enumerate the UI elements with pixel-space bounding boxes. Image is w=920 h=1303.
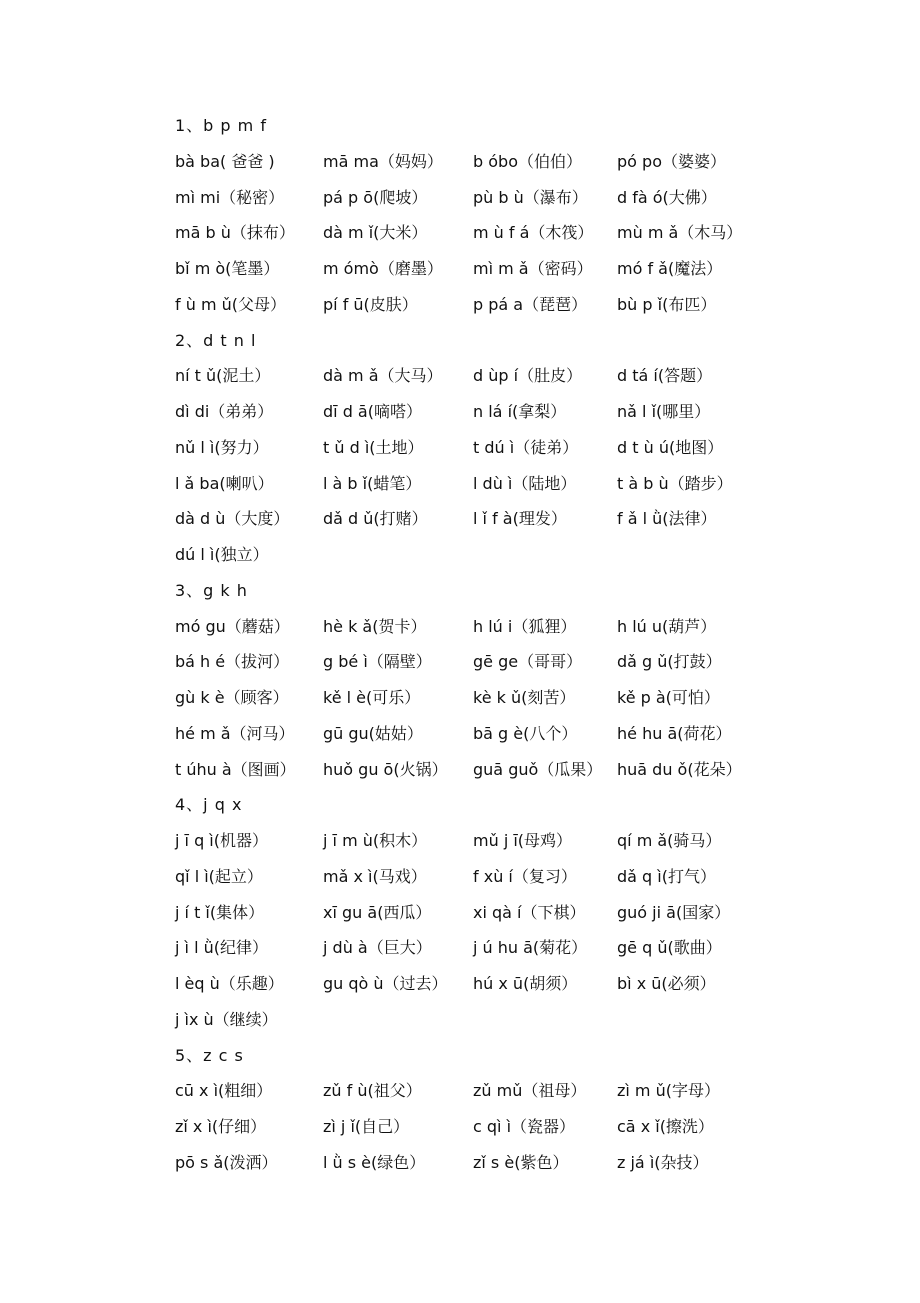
pinyin-word: nǔ l ì(努力） <box>175 437 269 457</box>
pinyin-word: l ǎ ba(喇叭） <box>175 473 274 493</box>
pinyin-word: dà m ǐ(大米） <box>323 223 428 243</box>
word-row <box>175 716 815 752</box>
section-heading: 4、j q x <box>175 795 243 815</box>
pinyin-word: gù k è（顾客） <box>175 688 289 707</box>
pinyin-word: hé hu ā(荷花） <box>617 723 732 743</box>
pinyin-word: dǎ g ǔ(打鼓） <box>617 652 722 672</box>
word-row <box>175 358 815 394</box>
pinyin-word: d t ù ú(地图） <box>617 437 724 457</box>
pinyin-word: zǐ x ì(仔细） <box>175 1117 267 1136</box>
pinyin-word: dà d ù（大度） <box>175 509 290 529</box>
pinyin-word: dì di（弟弟） <box>175 402 274 421</box>
word-row <box>175 537 815 573</box>
pinyin-word: hú x ū(胡须） <box>473 974 578 993</box>
pinyin-word: p pá a（琵琶） <box>473 294 588 314</box>
pinyin-word: ní t ǔ(泥土） <box>175 366 271 386</box>
pinyin-word: gū gu(姑姑） <box>323 723 423 743</box>
pinyin-word: b óbo（伯伯） <box>473 151 582 171</box>
pinyin-word: zǐ s è(紫色） <box>473 1152 569 1172</box>
pinyin-word: zǔ f ù(祖父） <box>323 1081 422 1101</box>
pinyin-word: nǎ l ǐ(哪里） <box>617 402 711 421</box>
pinyin-word: j ì l ǜ(纪律） <box>175 938 268 958</box>
pinyin-word: kě l è(可乐） <box>323 688 421 707</box>
word-row <box>175 1145 815 1181</box>
word-row <box>175 1109 815 1145</box>
pinyin-word: guā guǒ（瓜果） <box>473 759 603 779</box>
pinyin-word: mù m ǎ（木马） <box>617 223 743 243</box>
pinyin-word: mā ma（妈妈） <box>323 151 443 171</box>
pinyin-word: xi qà í（下棋） <box>473 902 586 922</box>
pinyin-word: mǎ x ì(马戏） <box>323 866 427 886</box>
word-row <box>175 180 815 216</box>
pinyin-word: cā x ǐ(擦洗） <box>617 1117 714 1136</box>
pinyin-word: kě p à(可怕） <box>617 688 720 707</box>
pinyin-word: bù p ǐ(布匹） <box>617 294 717 314</box>
word-row <box>175 644 815 680</box>
pinyin-word: huǒ gu ō(火锅） <box>323 759 448 779</box>
word-row <box>175 859 815 895</box>
pinyin-word: j ī q ì(机器） <box>175 831 268 850</box>
pinyin-word: t ǔ d ì(土地） <box>323 437 424 457</box>
pinyin-word: d ùp í（肚皮） <box>473 366 583 386</box>
pinyin-word: n lá í(拿梨） <box>473 402 567 421</box>
pinyin-word: j dù à（巨大） <box>323 938 432 958</box>
pinyin-word: guó ji ā(国家） <box>617 902 731 922</box>
section-heading: 3、g k h <box>175 580 248 600</box>
word-row <box>175 501 815 537</box>
pinyin-word: mó gu（蘑菇） <box>175 616 290 636</box>
pinyin-word: gē q ǔ(歌曲） <box>617 938 722 958</box>
pinyin-word: zì j ǐ(自己） <box>323 1117 410 1136</box>
pinyin-word: h lú u(葫芦） <box>617 616 717 636</box>
pinyin-word: gu qò ù（过去） <box>323 974 448 993</box>
pinyin-word: mì mi（秘密） <box>175 187 285 207</box>
pinyin-word: d fà ó(大佛） <box>617 187 717 207</box>
pinyin-word: l dù ì（陆地） <box>473 473 577 493</box>
pinyin-word: pō s ǎ(泼洒） <box>175 1152 278 1172</box>
word-row <box>175 144 815 180</box>
word-row <box>175 823 815 859</box>
section-heading: 2、d t n l <box>175 330 257 350</box>
pinyin-word: cū x ì(粗细） <box>175 1081 273 1101</box>
pinyin-word: z já ì(杂技） <box>617 1152 709 1172</box>
pinyin-word: l ǐ f à(理发） <box>473 509 567 529</box>
pinyin-word: t à b ù（踏步） <box>617 473 733 493</box>
pinyin-word: dī d ā(嘀嗒） <box>323 402 422 421</box>
word-row <box>175 287 815 323</box>
pinyin-word: mì m ǎ（密码） <box>473 259 593 278</box>
pinyin-word: xī gu ā(西瓜） <box>323 902 432 922</box>
pinyin-word: j í t ǐ(集体） <box>175 902 265 922</box>
word-row <box>175 752 815 788</box>
pinyin-word: hé m ǎ（河马） <box>175 723 295 743</box>
pinyin-word: dú l ì(独立） <box>175 545 269 564</box>
pinyin-word: bì x ū(必须） <box>617 974 716 993</box>
word-row <box>175 930 815 966</box>
pinyin-word: pù b ù（瀑布） <box>473 187 588 207</box>
pinyin-worksheet <box>175 108 815 1181</box>
pinyin-word: d tá í(答题） <box>617 366 713 386</box>
word-row <box>175 966 815 1002</box>
pinyin-word: huā du ǒ(花朵） <box>617 759 742 779</box>
pinyin-word: pó po（婆婆） <box>617 151 726 171</box>
pinyin-word: l èq ù（乐趣） <box>175 974 284 993</box>
pinyin-word: pá p ō(爬坡） <box>323 187 428 207</box>
pinyin-word: bà ba( 爸爸 ) <box>175 151 275 171</box>
word-row <box>175 609 815 645</box>
pinyin-word: qí m ǎ(骑马） <box>617 831 722 850</box>
pinyin-word: f ù m ǔ(父母） <box>175 294 287 314</box>
pinyin-word: f ǎ l ǜ(法律） <box>617 509 717 529</box>
pinyin-word: m ómò（磨墨） <box>323 259 443 278</box>
pinyin-word: l à b ǐ(蜡笔） <box>323 473 422 493</box>
pinyin-word: mǔ j ī(母鸡） <box>473 831 573 850</box>
pinyin-word: bǐ m ò(笔墨） <box>175 259 280 278</box>
word-row <box>175 1002 815 1038</box>
pinyin-word: mā b ù（抹布） <box>175 223 295 243</box>
pinyin-word: l ǜ s è(绿色） <box>323 1152 426 1172</box>
pinyin-word: h lú i（狐狸） <box>473 616 577 636</box>
pinyin-word: dǎ q ì(打气） <box>617 866 716 886</box>
pinyin-word: j ī m ù(积木） <box>323 831 428 850</box>
pinyin-word: qǐ l ì(起立） <box>175 866 263 886</box>
word-row <box>175 215 815 251</box>
word-row <box>175 895 815 931</box>
pinyin-word: c qì ì（瓷器） <box>473 1117 576 1136</box>
pinyin-word: dǎ d ǔ(打赌） <box>323 509 428 529</box>
word-row <box>175 251 815 287</box>
pinyin-word: m ù f á（木筏） <box>473 223 594 243</box>
section-heading: 1、b p m f <box>175 116 267 135</box>
pinyin-word: bá h é（拔河） <box>175 652 290 672</box>
pinyin-word: hè k ǎ(贺卡） <box>323 616 427 636</box>
pinyin-word: kè k ǔ(刻苦） <box>473 688 576 707</box>
pinyin-word: zì m ǔ(字母） <box>617 1081 720 1101</box>
pinyin-word: g bé ì（隔壁） <box>323 652 432 672</box>
word-row <box>175 430 815 466</box>
word-row <box>175 1073 815 1109</box>
pinyin-word: mó f ǎ(魔法） <box>617 259 723 278</box>
pinyin-word: zǔ mǔ（祖母） <box>473 1081 587 1101</box>
pinyin-word: bā g è(八个） <box>473 723 578 743</box>
word-row <box>175 680 815 716</box>
pinyin-word: dà m ǎ（大马） <box>323 366 443 386</box>
pinyin-word: j ìx ù（继续） <box>175 1009 278 1029</box>
pinyin-word: pí f ū(皮肤） <box>323 294 418 314</box>
pinyin-word: t úhu à（图画） <box>175 759 296 779</box>
word-row <box>175 394 815 430</box>
pinyin-word: t dú ì（徒弟） <box>473 437 579 457</box>
pinyin-word: f xù í（复习） <box>473 866 577 886</box>
word-row <box>175 466 815 502</box>
pinyin-word: j ú hu ā(菊花） <box>473 938 588 958</box>
section-heading: 5、z c s <box>175 1045 244 1065</box>
pinyin-word: gē ge（哥哥） <box>473 652 583 672</box>
